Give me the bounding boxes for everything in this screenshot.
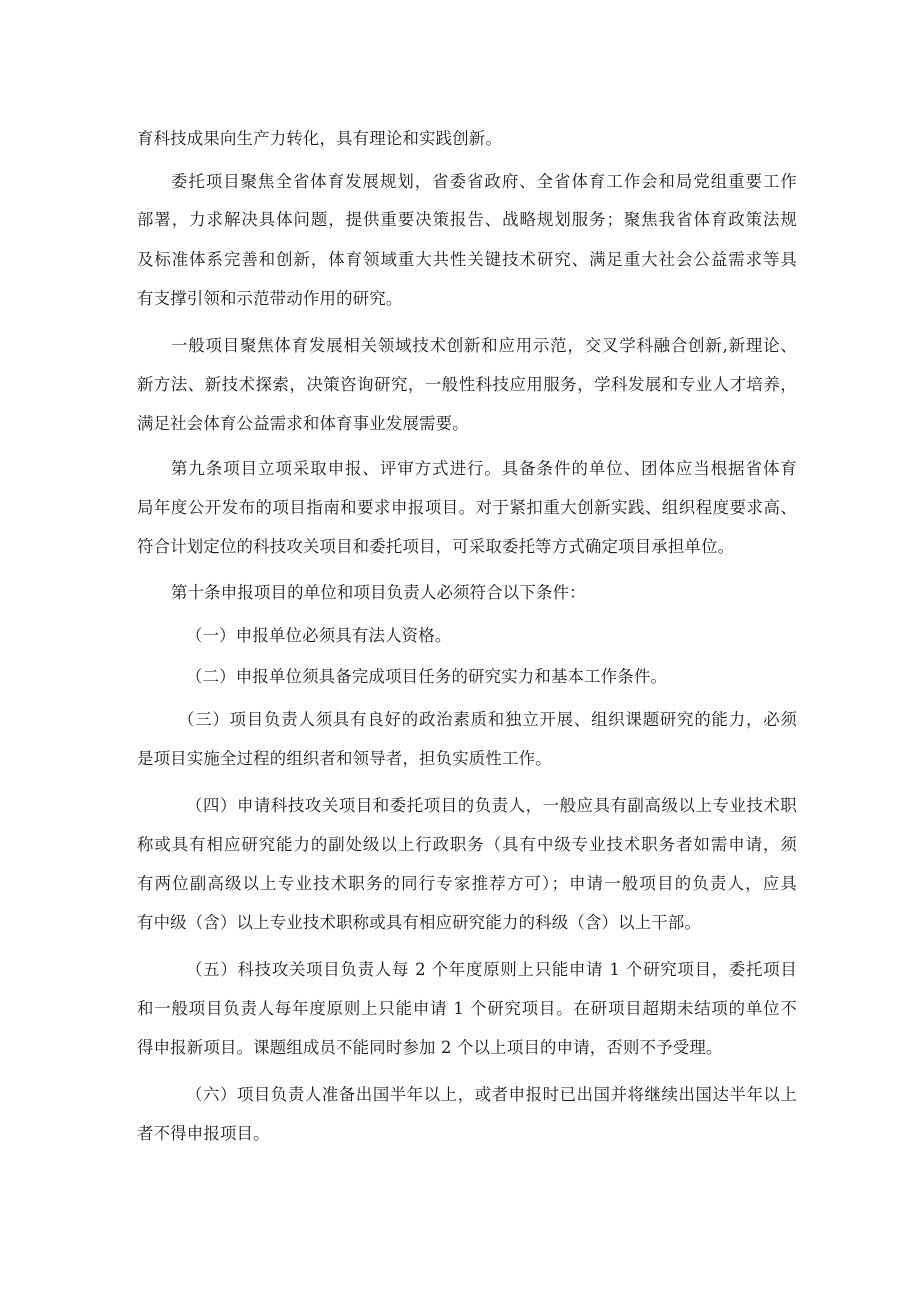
paragraph-line: 是项目实施全过程的组织者和领导者，担负实质性工作。 — [137, 749, 552, 768]
paragraph-line: 新方法、新技术探索，决策咨询研究，一般性科技应用服务，学科发展和专业人才培养， — [137, 375, 797, 394]
paragraph-line: （一）申报单位必须具有法人资格。 — [186, 626, 452, 645]
paragraph-line: 满足社会体育公益需求和体育事业发展需要。 — [137, 414, 469, 433]
paragraph-line: 一般项目聚焦体育发展相关领域技术创新和应用示范，交叉学科融合创新,新理论、 — [171, 336, 797, 355]
paragraph-line: （五）科技攻关项目负责人每 2 个年度原则上只能申请 1 个研究项目，委托项目 — [186, 960, 797, 979]
paragraph-line: 有支撑引领和示范带动作用的研究。 — [137, 289, 403, 308]
paragraph-line: 符合计划定位的科技攻关项目和委托项目，可采取委托等方式确定项目承担单位。 — [137, 537, 735, 556]
paragraph-line: 第九条项目立项采取申报、评审方式进行。具备条件的单位、团体应当根据省体育 — [171, 459, 797, 478]
paragraph-line: （二）申报单位须具备完成项目任务的研究实力和基本工作条件。 — [186, 667, 668, 686]
paragraph-line: 和一般项目负责人每年度原则上只能申请 1 个研究项目。在研项目超期未结项的单位不 — [137, 999, 797, 1018]
paragraph-line: （四）申请科技攻关项目和委托项目的负责人，一般应具有副高级以上专业技术职 — [186, 796, 797, 815]
paragraph-line: （三）项目负责人须具有良好的政治素质和独立开展、组织课题研究的能力，必须 — [178, 710, 797, 729]
paragraph-line: 局年度公开发布的项目指南和要求申报项目。对于紧扣重大创新实践、组织程度要求高、 — [137, 498, 797, 517]
paragraph-line: 委托项目聚焦全省体育发展规划，省委省政府、全省体育工作会和局党组重要工作 — [171, 172, 797, 191]
paragraph-line: （六）项目负责人准备出国半年以上，或者申报时已出国并将继续出国达半年以上 — [186, 1085, 797, 1104]
paragraph-line: 育科技成果向生产力转化，具有理论和实践创新。 — [137, 129, 502, 148]
paragraph-line: 称或具有相应研究能力的副处级以上行政职务（具有中级专业技术职务者如需申请，须 — [137, 835, 797, 854]
paragraph-line: 有中级（含）以上专业技术职称或具有相应研究能力的科级（含）以上干部。 — [137, 913, 702, 932]
paragraph-line: 部署，力求解决具体问题，提供重要决策报告、战略规划服务；聚焦我省体育政策法规 — [137, 210, 797, 229]
paragraph-line: 及标准体系完善和创新，体育领域重大共性关键技术研究、满足重大社会公益需求等具 — [137, 250, 797, 269]
paragraph-line: 有两位副高级以上专业技术职务的同行专家推荐方可）；申请一般项目的负责人，应具 — [137, 874, 797, 893]
paragraph-line: 者不得申报项目。 — [137, 1124, 270, 1143]
paragraph-line: 第十条申报项目的单位和项目负责人必须符合以下条件： — [171, 583, 586, 602]
paragraph-line: 得申报新项目。课题组成员不能同时参加 2 个以上项目的申请，否则不予受理。 — [137, 1038, 723, 1057]
